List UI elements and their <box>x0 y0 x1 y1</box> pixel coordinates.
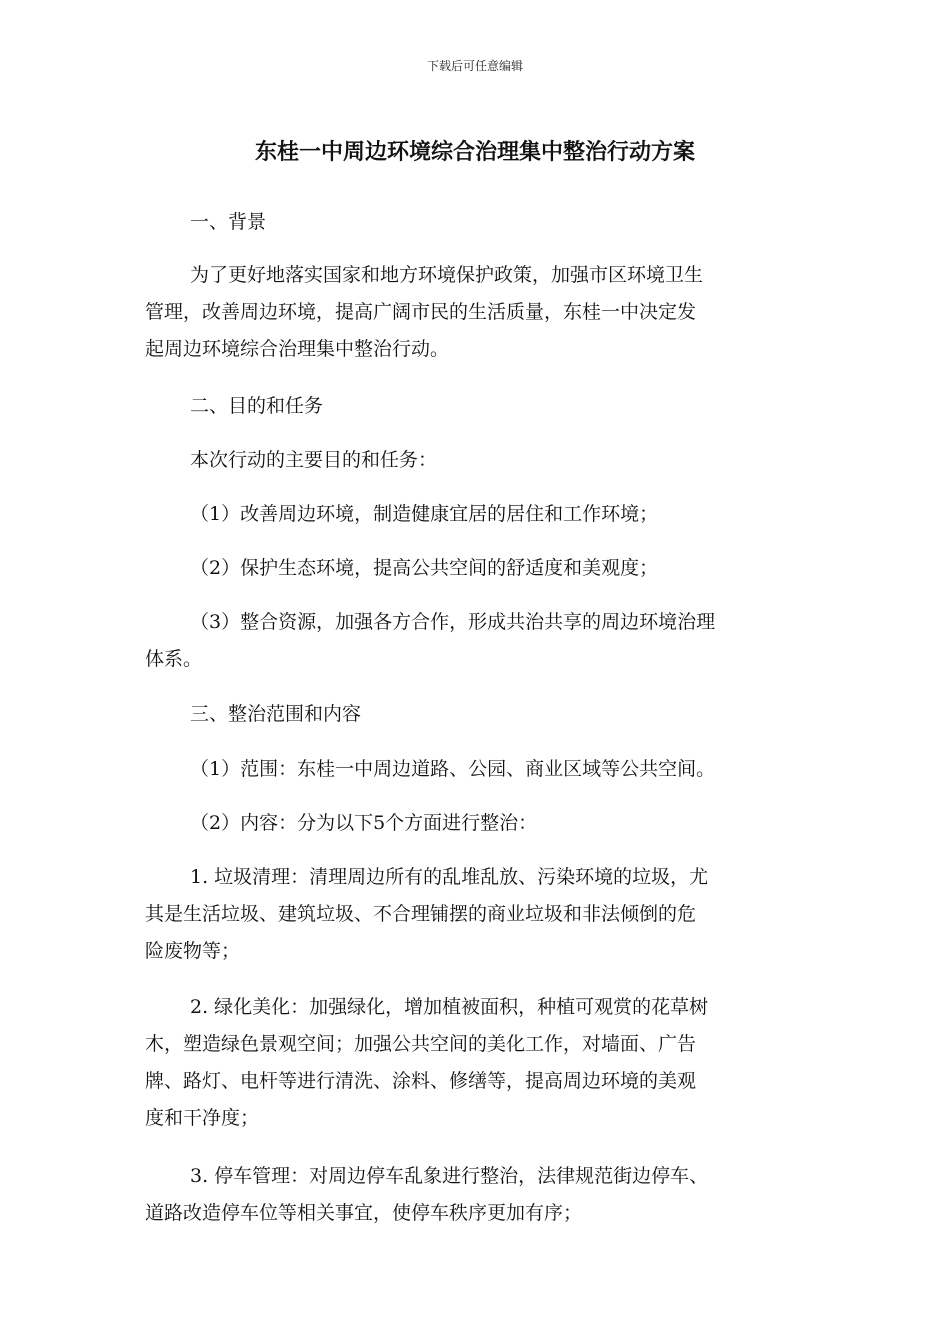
list-item: （3）整合资源，加强各方合作，形成共治共享的周边环境治理 <box>190 611 716 633</box>
list-item: 1. 垃圾清理：清理周边所有的乱堆乱放、污染环境的垃圾，尤 <box>190 866 709 888</box>
heading-text: 三、整治范围和内容 <box>190 703 362 725</box>
list-item: （2）保护生态环境，提高公共空间的舒适度和美观度； <box>190 557 659 579</box>
list-item-continuation: 体系。 <box>145 648 203 670</box>
section-3-content <box>145 805 810 842</box>
section-2-item-3 <box>145 604 810 678</box>
paragraph-line: 为了更好地落实国家和地方环境保护政策，加强市区环境卫生 <box>190 264 704 286</box>
list-item-continuation: 其是生活垃圾、建筑垃圾、不合理铺摆的商业垃圾和非法倾倒的危 <box>145 903 697 925</box>
paragraph-line: 起周边环境综合治理集中整治行动。 <box>145 338 450 360</box>
list-item: （1）改善周边环境，制造健康宜居的居住和工作环境； <box>190 503 659 525</box>
section-3-point-3 <box>145 1158 810 1232</box>
section-2-item-2 <box>145 550 810 587</box>
section-3-range <box>145 751 810 788</box>
section-3-heading <box>145 696 810 733</box>
section-2-heading <box>145 388 810 425</box>
list-item: 2. 绿化美化：加强绿化，增加植被面积，种植可观赏的花草树 <box>190 996 709 1018</box>
heading-text: 一、背景 <box>190 211 267 233</box>
paragraph-line: 管理，改善周边环境，提高广阔市民的生活质量，东桂一中决定发 <box>145 301 697 323</box>
section-1-heading <box>145 204 810 241</box>
list-item-continuation: 道路改造停车位等相关事宜，使停车秩序更加有序； <box>145 1202 583 1224</box>
list-item-continuation: 木，塑造绿色景观空间；加强公共空间的美化工作，对墙面、广告 <box>145 1033 697 1055</box>
section-1-paragraph <box>145 257 810 368</box>
list-item-continuation: 牌、路灯、电杆等进行清洗、涂料、修缮等，提高周边环境的美观 <box>145 1070 697 1092</box>
section-2-intro <box>145 442 810 479</box>
list-item: 3. 停车管理：对周边停车乱象进行整治，法律规范街边停车、 <box>190 1165 709 1187</box>
list-item-continuation: 险废物等； <box>145 940 241 962</box>
section-3-point-1 <box>145 859 810 970</box>
header-note: 下载后可任意编辑 <box>426 59 523 73</box>
paragraph-line: 本次行动的主要目的和任务： <box>190 449 438 471</box>
paragraph-line: （2）内容：分为以下5个方面进行整治： <box>190 812 538 834</box>
document-title: 东桂一中周边环境综合治理集中整治行动方案 <box>254 140 695 165</box>
heading-text: 二、目的和任务 <box>190 395 324 417</box>
list-item-continuation: 度和干净度； <box>145 1107 260 1129</box>
section-3-point-2 <box>145 989 810 1137</box>
section-2-item-1 <box>145 496 810 533</box>
paragraph-line: （1）范围：东桂一中周边道路、公园、商业区域等公共空间。 <box>190 758 716 780</box>
